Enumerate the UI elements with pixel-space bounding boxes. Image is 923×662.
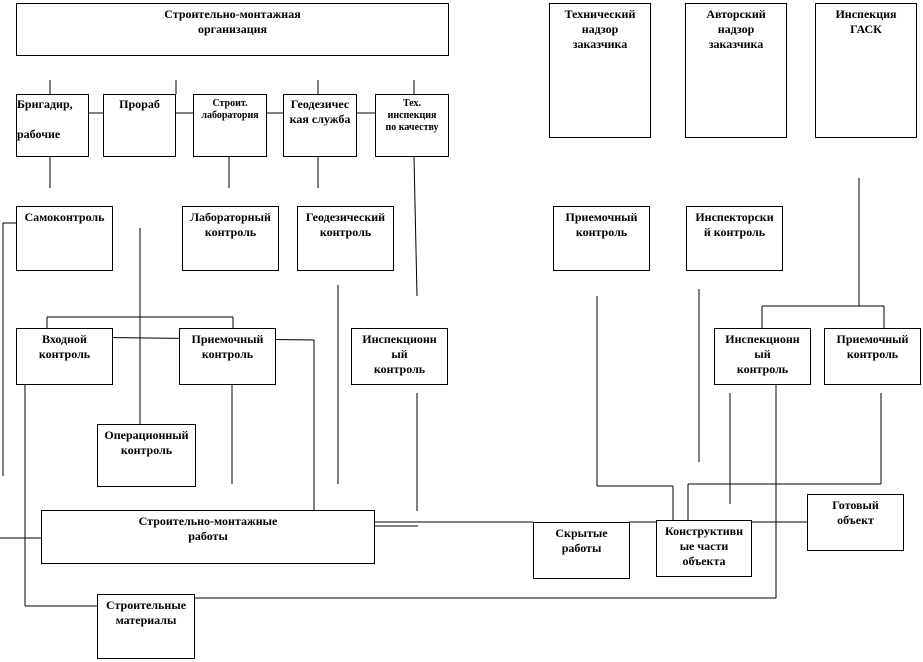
tech-inspection-label: Тех. инспекция по качеству [385,98,439,133]
acceptance-control-right2-box [824,328,921,385]
acceptance-control-right2-label: Приемочный контроль [836,332,909,361]
geo-control-label: Геодезический контроль [305,210,386,239]
prorab-box [103,94,176,157]
finished-object-label: Готовый объект [832,498,879,527]
materials-box [97,594,195,659]
acceptance-control-left-box [179,328,276,385]
tech-inspection-box [375,94,449,157]
lab-control-box [182,206,279,271]
geo-service-box [283,94,357,157]
inspection-control-mid-label: Инспекционн ый контроль [362,332,437,376]
hidden-works-label: Скрытые работы [555,526,608,555]
operational-control-box [97,424,196,487]
author-supervision-label: Авторский надзор заказчика [706,7,766,51]
org-label: Строительно-монтажная организация [164,7,301,36]
acceptance-control-left-label: Приемочный контроль [191,332,264,361]
structural-parts-box [656,520,752,577]
acceptance-control-right1-label: Приемочный контроль [565,210,638,239]
tech-supervision-label: Технический надзор заказчика [564,7,636,51]
inspector-control-box [686,206,783,271]
org-box [16,3,449,56]
inspection-control-right-box [714,328,811,385]
inspection-control-mid-box [351,328,448,385]
self-control-label: Самоконтроль [24,210,105,224]
inspector-control-label: Инспекторски й контроль [695,210,774,239]
lab-box [193,94,267,157]
brigadier-box [16,94,89,157]
inspection-control-right-label: Инспекционн ый контроль [725,332,800,376]
geo-service-label: Геодезичес кая служба [289,97,351,126]
acceptance-control-right1-box [553,206,650,271]
prorab-label: Прораб [119,97,160,111]
input-control-box [16,328,113,385]
author-supervision-box [685,3,787,138]
cm-works-box [41,510,375,564]
geo-control-box [297,206,394,271]
finished-object-box [807,494,904,551]
gask-label: Инспекция ГАСК [835,7,897,36]
tech-supervision-box [549,3,651,138]
brigadier-label: Бригадир, рабочие [17,97,73,141]
self-control-box [16,206,113,271]
materials-label: Строительные материалы [105,598,187,627]
operational-control-label: Операционный контроль [104,428,189,457]
hidden-works-box [533,522,630,579]
input-control-label: Входной контроль [38,332,91,361]
structural-parts-label: Конструктивн ые части объекта [664,524,744,568]
lab-control-label: Лабораторный контроль [190,210,271,239]
gask-box [815,3,917,138]
lab-label: Строит. лаборатория [201,98,259,121]
cm-works-label: Строительно-монтажные работы [138,514,278,543]
